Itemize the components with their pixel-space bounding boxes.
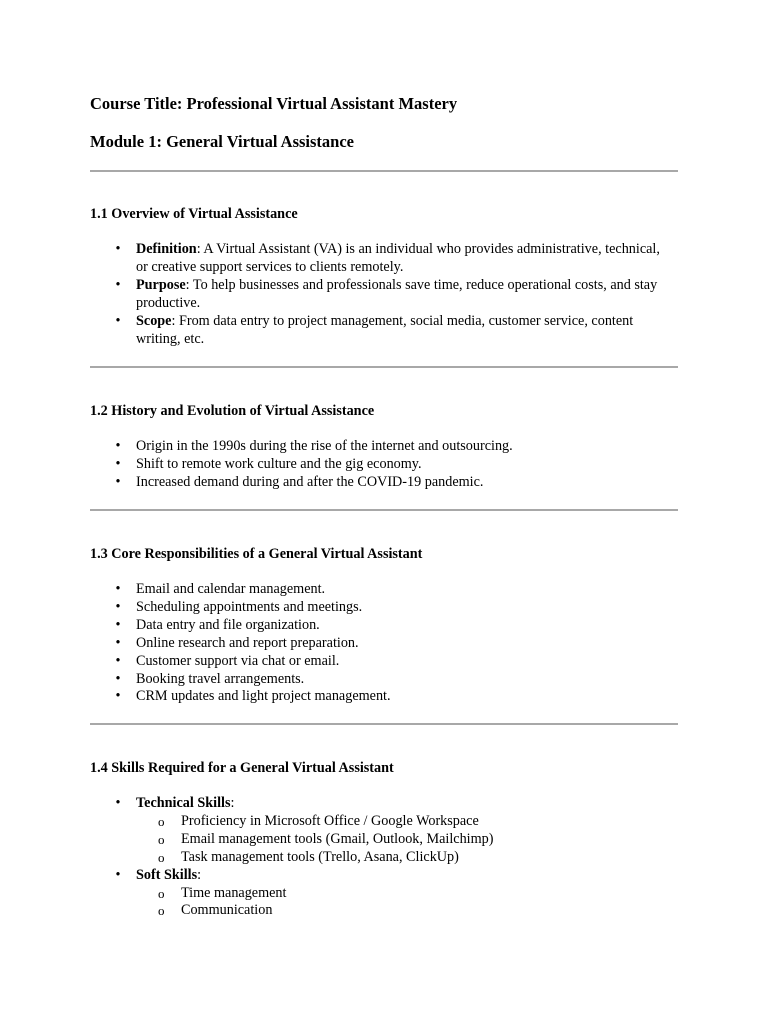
circle-bullet-icon: o xyxy=(158,849,165,865)
item-text: Scheduling appointments and meetings. xyxy=(136,598,363,615)
item-text: Proficiency in Microsoft Office / Google Workspace xyxy=(181,812,479,829)
bullet-icon: • xyxy=(115,241,121,257)
section-heading-overview: 1.1 Overview of Virtual Assistance xyxy=(90,206,298,222)
list-item xyxy=(0,599,672,617)
item-text: : A Virtual Assistant (VA) is an individual who provides administrative, technical, or creative support services to clients remotely. xyxy=(136,241,660,275)
circle-bullet-icon: o xyxy=(158,831,165,847)
item-text: : From data entry to project management, social media, customer service, content writing, etc. xyxy=(136,312,634,347)
bullet-icon: • xyxy=(115,795,121,811)
technical-skills-sublist xyxy=(136,813,672,867)
list-item xyxy=(0,456,672,474)
item-term: Purpose xyxy=(136,276,186,293)
section-heading-history: 1.2 History and Evolution of Virtual Assistance xyxy=(90,403,375,419)
skill-group-term: Soft Skills xyxy=(136,866,198,883)
bullet-icon: • xyxy=(115,866,121,883)
item-text: Increased demand during and after the COVID-19 pandemic. xyxy=(136,473,484,490)
module-title: Module 1: General Virtual Assistance xyxy=(90,132,354,151)
sub-list-item xyxy=(136,831,672,849)
bullet-icon: • xyxy=(115,616,121,633)
skills-list xyxy=(0,795,672,920)
item-text: Shift to remote work culture and the gig economy. xyxy=(136,455,422,472)
item-text: Online research and report preparation. xyxy=(136,634,359,651)
skill-group-suffix: : xyxy=(197,866,202,883)
sub-list-item xyxy=(136,849,672,867)
list-item xyxy=(0,653,672,671)
list-item xyxy=(0,671,672,689)
skill-group-term: Technical Skills xyxy=(136,795,231,811)
bullet-icon: • xyxy=(115,634,121,651)
item-text: Communication xyxy=(181,902,273,919)
circle-bullet-icon: o xyxy=(158,903,165,919)
course-title: Course Title: Professional Virtual Assistant Mastery xyxy=(90,94,458,113)
circle-bullet-icon: o xyxy=(158,885,165,901)
item-term: Scope xyxy=(136,312,172,329)
section-heading-skills: 1.4 Skills Required for a General Virtual Assistant xyxy=(90,760,394,776)
bullet-icon: • xyxy=(115,652,121,669)
skill-group-suffix: : xyxy=(230,795,235,811)
item-text: Booking travel arrangements. xyxy=(136,670,305,687)
horizontal-rule xyxy=(90,509,678,511)
history-list xyxy=(0,438,672,492)
item-term: Definition xyxy=(136,241,197,257)
list-item xyxy=(0,581,672,599)
bullet-icon: • xyxy=(115,455,121,472)
list-item xyxy=(0,635,672,653)
list-item xyxy=(0,617,672,635)
bullet-icon: • xyxy=(115,438,121,454)
list-item xyxy=(0,474,672,492)
horizontal-rule xyxy=(90,366,678,368)
item-text: Time management xyxy=(181,884,287,901)
item-text: CRM updates and light project management. xyxy=(136,688,391,705)
sub-list-item xyxy=(136,902,672,920)
item-text: Email management tools (Gmail, Outlook, Mailchimp) xyxy=(181,830,494,847)
section-heading-responsibilities: 1.3 Core Responsibilities of a General Virtual Assistant xyxy=(90,546,423,562)
list-item xyxy=(0,795,672,867)
item-text: Email and calendar management. xyxy=(136,581,326,597)
item-text: Origin in the 1990s during the rise of the internet and outsourcing. xyxy=(136,438,513,454)
list-item xyxy=(0,241,672,277)
list-item xyxy=(0,867,672,921)
list-item xyxy=(0,313,672,349)
item-text: Task management tools (Trello, Asana, ClickUp) xyxy=(181,848,459,865)
item-text: : To help businesses and professionals save time, reduce operational costs, and stay productive. xyxy=(136,276,658,311)
item-text: Customer support via chat or email. xyxy=(136,652,340,669)
overview-list xyxy=(0,241,672,348)
sub-list-item xyxy=(136,885,672,903)
list-item xyxy=(0,438,672,456)
sub-list-item xyxy=(136,813,672,831)
responsibilities-list xyxy=(0,581,672,706)
horizontal-rule xyxy=(90,170,678,172)
bullet-icon: • xyxy=(115,688,121,705)
circle-bullet-icon: o xyxy=(158,813,165,829)
list-item xyxy=(0,688,672,706)
bullet-icon: • xyxy=(115,670,121,687)
list-item xyxy=(0,277,672,313)
item-text: Data entry and file organization. xyxy=(136,616,320,633)
bullet-icon: • xyxy=(115,473,121,490)
horizontal-rule xyxy=(90,723,678,725)
bullet-icon: • xyxy=(115,276,121,293)
soft-skills-sublist xyxy=(136,885,672,921)
bullet-icon: • xyxy=(115,581,121,597)
bullet-icon: • xyxy=(115,312,121,329)
bullet-icon: • xyxy=(115,598,121,615)
